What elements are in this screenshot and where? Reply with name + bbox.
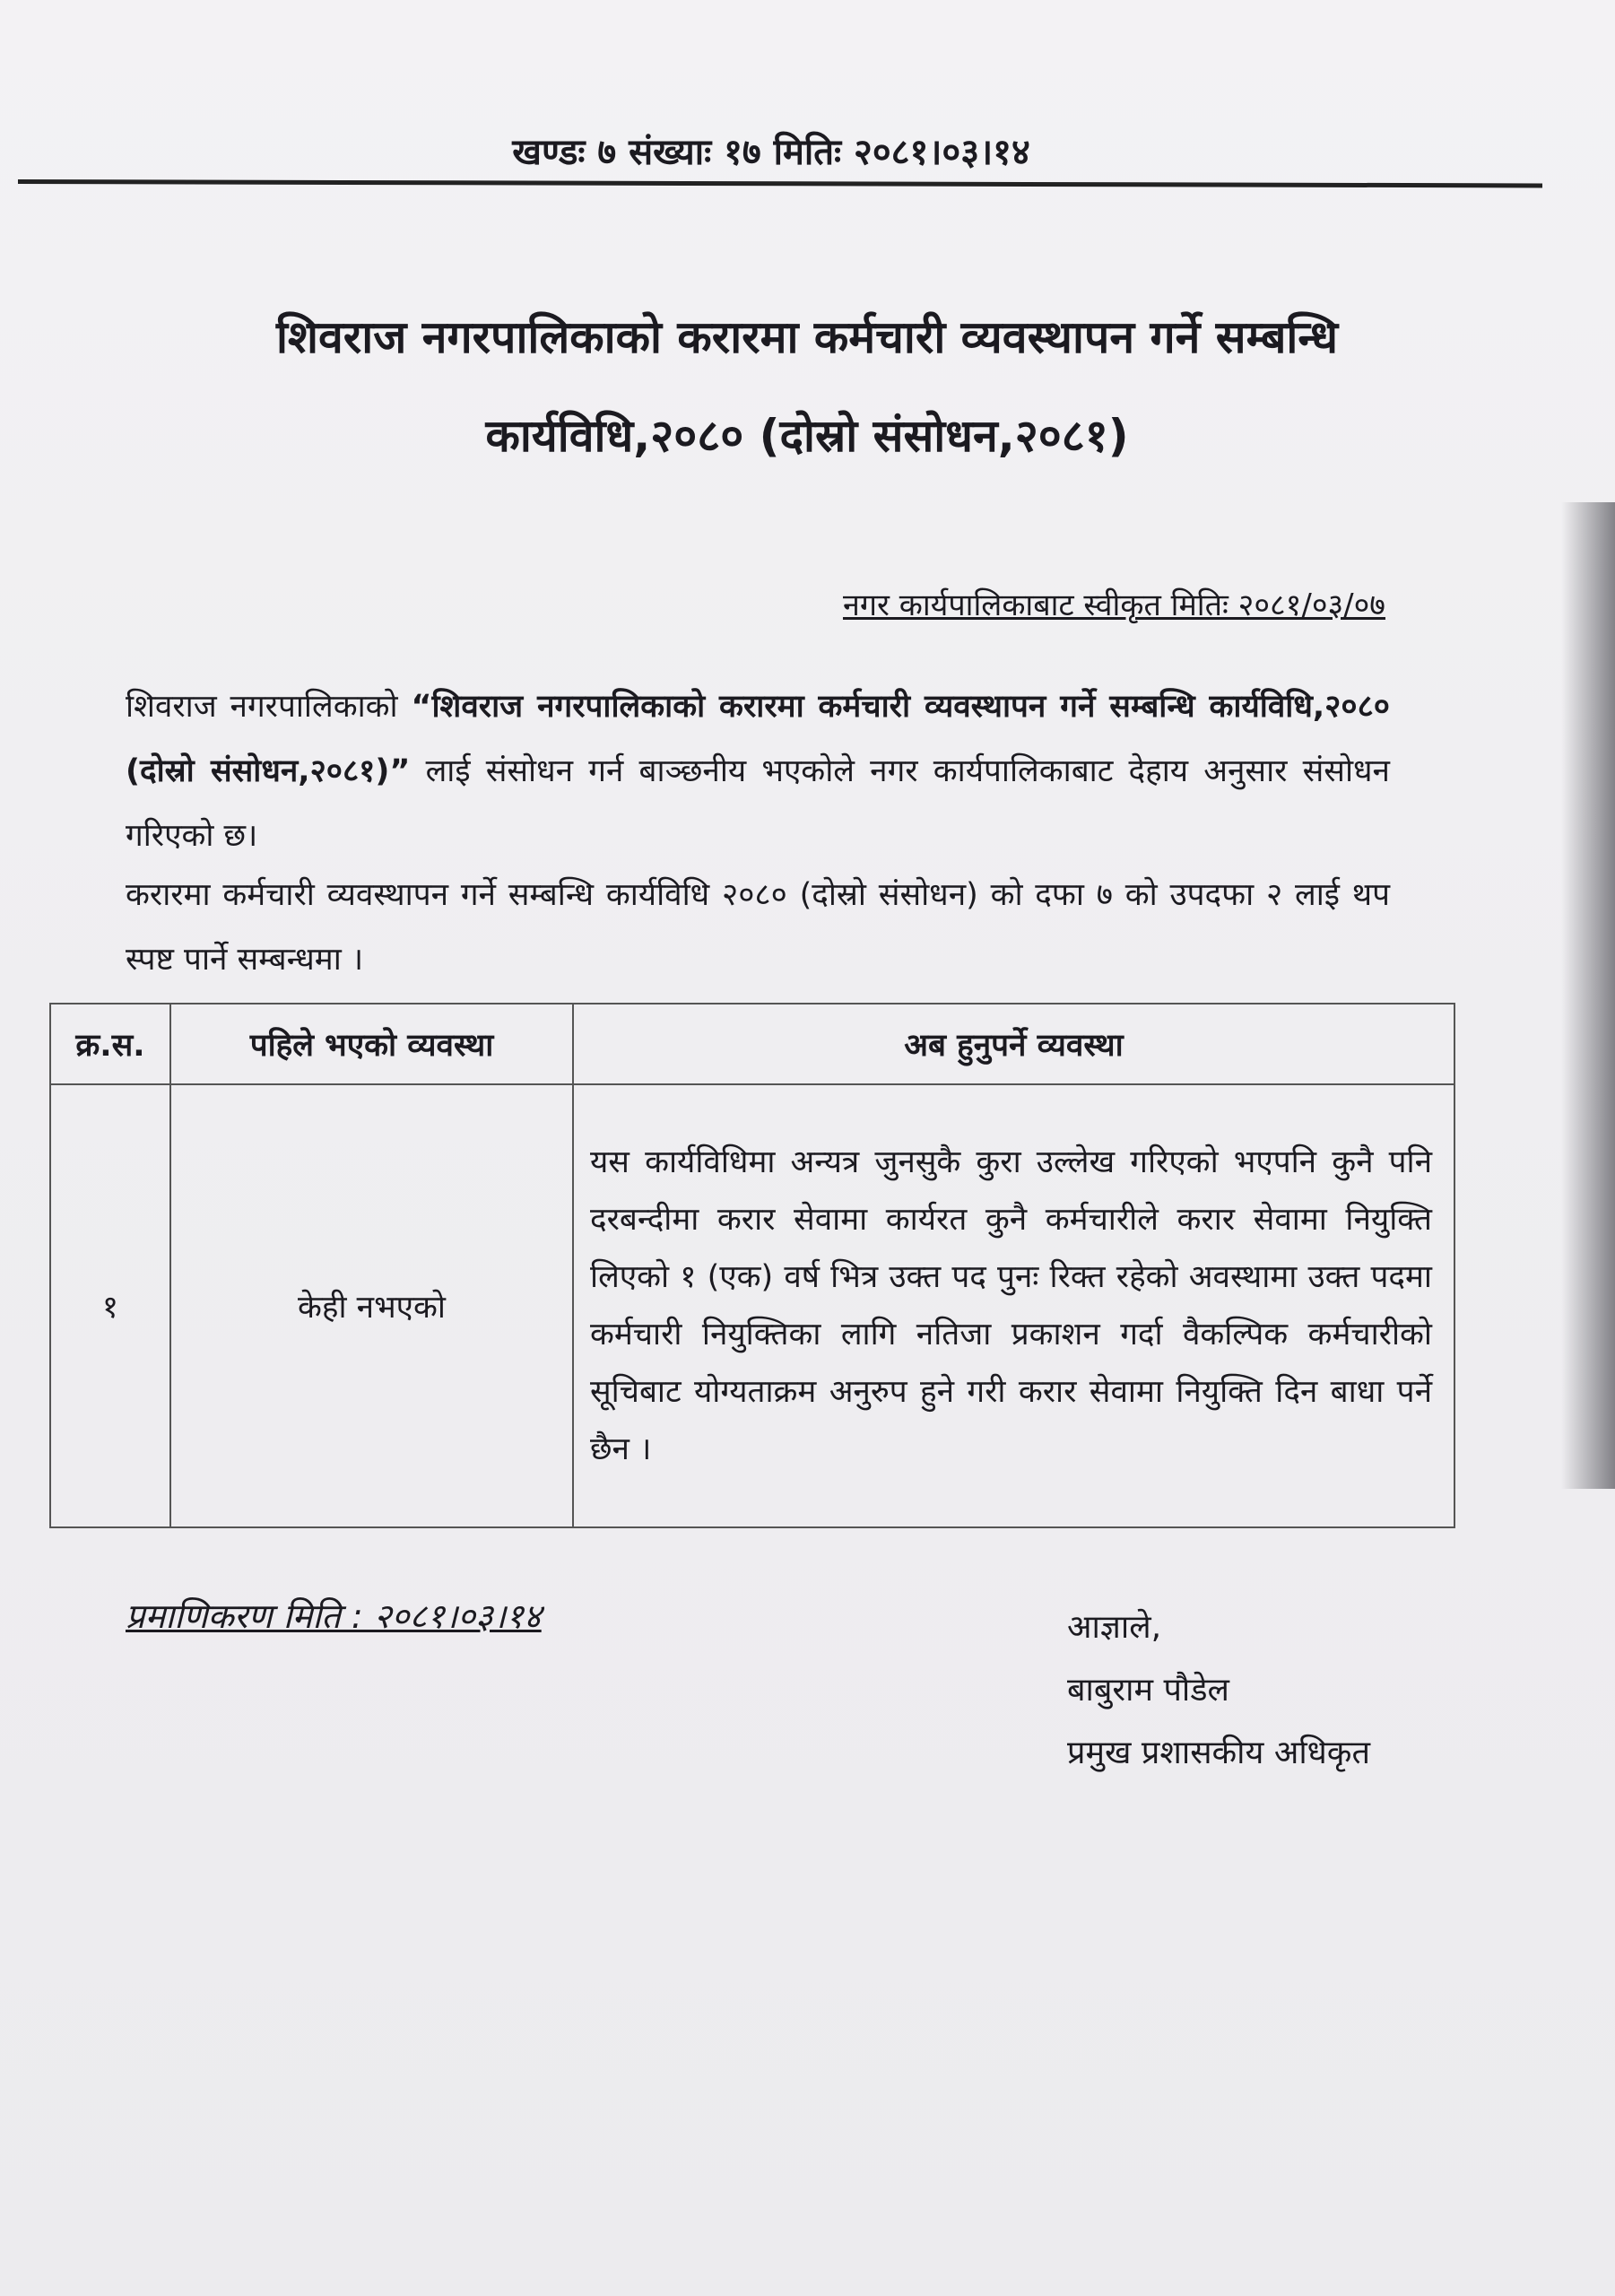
table-header-row bbox=[50, 1004, 1454, 1084]
page-edge-shadow bbox=[1561, 502, 1615, 1489]
gazette-header: खण्डः ७ संख्याः १७ मितिः २०८१।०३।१४ bbox=[512, 132, 1030, 173]
document-title-line-2: कार्यविधि,२०८० (दोस्रो संसोधन,२०८१) bbox=[485, 410, 1129, 462]
signatory-designation: प्रमुख प्रशासकीय अधिकृत bbox=[1067, 1735, 1370, 1771]
cell-serial-number: १ bbox=[50, 1084, 170, 1527]
by-order-text: आज्ञाले, bbox=[1067, 1609, 1162, 1646]
intro-quoted-title: “शिवराज नगरपालिकाको करारमा कर्मचारी व्यवस्थापन गर्ने सम्बन्धि कार्यविधि,२०८० (दोस्रो संसोधन,२०८१)” bbox=[126, 689, 1390, 789]
approval-date: नगर कार्यपालिकाबाट स्वीकृत मितिः २०८१/०३/०७ bbox=[842, 587, 1385, 623]
document-title-line-1: शिवराज नगरपालिकाको करारमा कर्मचारी व्यवस्थापन गर्ने सम्बन्धि bbox=[276, 311, 1338, 363]
header-serial-number: क्र.स. bbox=[50, 1004, 170, 1084]
subject-paragraph: करारमा कर्मचारी व्यवस्थापन गर्ने सम्बन्धि कार्यविधि २०८० (दोस्रो संसोधन) को दफा ७ को उपदफा २ लाई थप स्पष्ट पार्ने सम्बन्धमा । bbox=[126, 877, 1390, 978]
amendment-table bbox=[49, 1003, 1455, 1528]
header-previous-provision: पहिले भएको व्यवस्था bbox=[170, 1004, 573, 1084]
certification-date: प्रमाणिकरण मिति : २०८१।०३।१४ bbox=[126, 1596, 542, 1636]
signatory-name: बाबुराम पौडेल bbox=[1067, 1672, 1229, 1709]
header-new-provision: अब हुनुपर्ने व्यवस्था bbox=[573, 1004, 1454, 1084]
intro-paragraph bbox=[126, 674, 1390, 868]
signature-block bbox=[1067, 1596, 1370, 1785]
cell-previous-provision: केही नभएको bbox=[170, 1084, 573, 1527]
intro-lead: शिवराज नगरपालिकाको bbox=[126, 689, 398, 725]
intro-rest: लाई संसोधन गर्न बाञ्छनीय भएकोले नगर कार्यपालिकाबाट देहाय अनुसार संसोधन गरिएको छ। bbox=[126, 753, 1390, 854]
table-row bbox=[50, 1084, 1454, 1527]
cell-new-provision: यस कार्यविधिमा अन्यत्र जुनसुकै कुरा उल्लेख गरिएको भएपनि कुनै पनि दरबन्दीमा करार सेवामा कार्यरत कुनै कर्मचारीले करार सेवामा नियुक्ति लिएको १ (एक) वर्ष भित्र उक्त पद पुनः रिक्त रहेको अवस्थामा उक्त पदमा कर्मचारी नियुक्तिका लागि नतिजा प्रकाशन गर्दा वैकल्पिक कर्मचारीको सूचिबाट योग्यताक्रम अनुरुप हुने गरी करार सेवामा नियुक्ति दिन बाधा पर्ने छैन । bbox=[573, 1084, 1454, 1527]
